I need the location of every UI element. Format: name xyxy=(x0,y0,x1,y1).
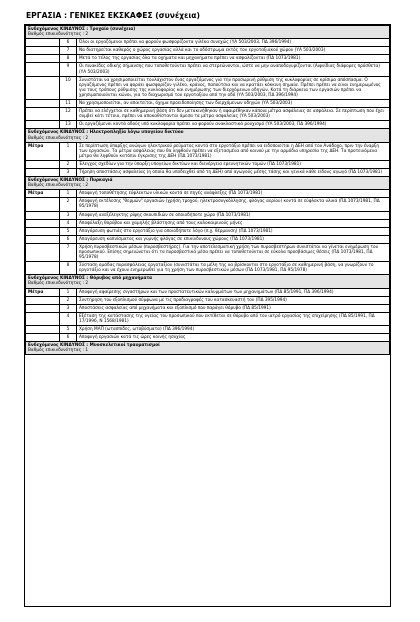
measure-text: Οι εργαζόμενοι κοντά οδούς υπό κυκλοφορία πρέπει να φορούν ανακλαστικά ρουχισμό (ΥΑ 503/2003, ΠΔ 396/1994) xyxy=(77,121,390,129)
measure-number: 3 xyxy=(60,168,77,176)
measure-text: Αποστάσεις ασφαλείας από μηχανήματα και εξοπλισμό που παράγει θόρυβο (ΠΔ 85/1991) xyxy=(77,304,390,312)
measure-text: Συντήρηση του εξοπλισμού σύμφωνα με τις προδιαγραφές του κατασκευαστή του (ΠΔ 395/1994) xyxy=(77,296,390,304)
measure-row xyxy=(26,160,390,168)
measures-label xyxy=(26,168,60,176)
measure-text: Να χρησιμοποιείται, αν απαιτείται, όχημα προειδοποίησης των διερχόμενων οδηγών (ΥΑ 503/2003) xyxy=(77,100,390,108)
measure-row xyxy=(26,304,390,312)
risk-table xyxy=(25,25,390,355)
measure-number: 4 xyxy=(60,219,77,227)
measure-row xyxy=(26,219,390,227)
hazard-header xyxy=(26,275,390,288)
measure-text: Αποφυγή εργασιών κατά τις ώρες κοινής ησυχίας xyxy=(77,334,390,342)
measure-text: Αποφυγή εκτέλεσης "θερμών" εργασιών (χρήση τροχού, ηλεκτροσυγκόλλησης, φλόγας αερίου) κοντά σε εύφλεκτα υλικά (ΠΔ 1073/1981, ΠΔ 95/1978) xyxy=(77,198,390,211)
measures-label xyxy=(26,227,60,235)
measure-number: 6 xyxy=(60,334,77,342)
hazard-cell xyxy=(26,275,390,288)
measures-label xyxy=(26,108,60,121)
risk-degree: Βαθμός επικινδυνότητας : 2 xyxy=(28,135,89,141)
measures-label xyxy=(26,55,60,63)
measure-row xyxy=(26,198,390,211)
measure-row xyxy=(26,55,390,63)
measure-text: Απαγόρευση καπνίσματος και γυμνής φλόγας σε επικίνδυνους χώρους (ΠΔ 1073/1981) xyxy=(77,235,390,243)
measure-row xyxy=(26,142,390,160)
document-title: ΕΡΓΑΣΙΑ : ΓΕΝΙΚΕΣ ΕΚΣΚΑΦΕΣ (συνέχεια) xyxy=(26,11,200,20)
measure-text: Εξέταση της κατάστασης της υγείας του προσωπικού που εκτίθεται σε θόρυβο από τον ιατρό εργασίας της επιχείρησης (ΠΔ 85/1991, ΠΔ 17/1996, Ν 1568/1981) xyxy=(77,312,390,325)
measure-number: 5 xyxy=(60,227,77,235)
measure-number: 1 xyxy=(60,288,77,296)
measure-row xyxy=(26,39,390,47)
measure-text: Πρέπει να ελέγχεται σε καθημερινή βάση ότι δεν μετακινήθηκαν ή αφαιρέθηκαν κάποια μέτρα ασφάλειας σε ασφάλεια. Σε περίπτωση που έχει συμβεί κάτι τέτοιο, πρέπει να αποκαθίστανται άμεσα τα μέτρα ασφαλείας (ΥΑ 503/2003) xyxy=(77,108,390,121)
measure-row xyxy=(26,100,390,108)
measure-text: Χρήση πυροσβεστικών μέσων (πυροσβεστήρες). Για την αποτελεσματική χρήση των πυροσβεστήρων συνιστάται να γίνεται ενημέρωση του προσωπικού. Επίσης σημειώνεται ότι τα πυροσβεστικά μέσα πρέπει να τοποθετούνται σε εύκολα προσβάσιμες θέσεις (ΠΔ 1073/1981, ΠΔ 95/1978) xyxy=(77,243,390,261)
measure-row xyxy=(26,47,390,55)
risk-degree: Βαθμός επικινδυνότητας : 2 xyxy=(28,281,89,287)
measures-label xyxy=(26,63,60,76)
measure-number: 10 xyxy=(60,76,77,99)
measure-number: 4 xyxy=(60,312,77,325)
measure-row xyxy=(26,243,390,261)
measure-text: Αποφυγή τοποθέτησης εύφλεκτων υλικών κοντά σε πηγές ανάφλεξης (ΠΔ 1073/1981) xyxy=(77,190,390,198)
measures-label xyxy=(26,262,60,275)
hazard-cell xyxy=(26,177,390,190)
measure-text: Σύσταση ομάδας πυρασφάλειας εργοταξίου (συνιστάται τα μέλη της να βρίσκονται στο εργοτάξιο σε καθημερινή βάση, να γνωρίζουν το εργοτάξιο και να έχουν ενημερωθεί για τη χρήση των πυροσβεστικών μέσων (ΠΔ 1073/1981, ΠΔ 95/1978) xyxy=(77,262,390,275)
measure-text: Αποφυγή ανεξέλεγκτης ρίψης σκουπιδιών σε οποιοδήποτε χώρο (ΠΔ 1073/1981) xyxy=(77,211,390,219)
measures-label xyxy=(26,100,60,108)
measure-number: 2 xyxy=(60,296,77,304)
measure-number: 7 xyxy=(60,47,77,55)
measure-text: Απαγόρευση φωτιάς στο εργοτάξιο για οποιοδήποτε λόγο (π.χ. θέρμανση) (ΠΔ 1073/1981) xyxy=(77,227,390,235)
measure-row xyxy=(26,326,390,334)
measures-label xyxy=(26,160,60,168)
measure-number: 13 xyxy=(60,121,77,129)
measures-label xyxy=(26,219,60,227)
measures-label xyxy=(26,47,60,55)
measure-row xyxy=(26,227,390,235)
measure-row xyxy=(26,334,390,342)
measure-text: Να διατηρείται καθαρός ο χώρος εργασίας αλλά και το οδόστρωμα εκτός του εργοταξιακού χώρου (ΥΑ 503/2003) xyxy=(77,47,390,55)
measure-number: 6 xyxy=(60,39,77,47)
measure-row xyxy=(26,190,390,198)
measures-label xyxy=(26,296,60,304)
measure-row xyxy=(26,262,390,275)
measure-row xyxy=(26,168,390,176)
risk-degree: Βαθμός επικινδυνότητας : 1 xyxy=(28,348,89,354)
measure-number: 11 xyxy=(60,100,77,108)
measures-label: Μέτρα xyxy=(26,288,60,296)
measures-label xyxy=(26,304,60,312)
measure-row xyxy=(26,63,390,76)
measure-row xyxy=(26,211,390,219)
measures-label xyxy=(26,243,60,261)
measure-row xyxy=(26,288,390,296)
measure-text: Χρήση ΜΑΠ (ωτασπίδες, ωτοβύσματα) (ΠΔ 396/1994) xyxy=(77,326,390,334)
measure-text: Συνιστάται να χρησιμοποιείται τουλάχιστον ένας εργαζόμενος για την προσωρινή ρύθμιση της κυκλοφορίας σε κρίσιμα απόσπασμα. Ο εργαζόμενος πρέπει να φοράει φωσφορίζον γιλέκο, κράνος, παπούτσια και να κρατάει κόκκινη σημαία. Πρέπει πρέπει να είναι ενημερωμένος για τους τρόπους ρύθμισης της κυκλοφορίας και ενημέρωσης των διερχόμενων οδηγών. Κατά τη διάρκεια των εργασιών πρέπει να χρησιμοποιούνται κώνοι, για το διαχωρισμό του εργοταξίου από την οδό (ΥΑ 503/2003, ΠΔ 396/1994) xyxy=(77,76,390,99)
risk-degree: Βαθμός επικινδυνότητας : 2 xyxy=(28,32,89,38)
measure-row xyxy=(26,235,390,243)
measures-label xyxy=(26,235,60,243)
measure-number: 3 xyxy=(60,304,77,312)
document-frame xyxy=(24,24,391,607)
measures-label: Μέτρα xyxy=(26,190,60,198)
measures-label xyxy=(26,326,60,334)
measures-label xyxy=(26,334,60,342)
measures-label xyxy=(26,211,60,219)
risk-degree: Βαθμός επικινδυνότητας : 2 xyxy=(28,183,89,189)
measures-label xyxy=(26,76,60,99)
measure-row xyxy=(26,108,390,121)
hazard-cell xyxy=(26,129,390,142)
measure-number: 12 xyxy=(60,108,77,121)
measure-text: Τήρηση αποστάσεις ασφαλείας (η οποία θα υποδειχθεί από τη ΔΕΗ) από αγωγούς μέσης τάσης και γενικά κάθε είδους αγωγό (ΠΔ 1073/1981) xyxy=(77,168,390,176)
hazard-title: Ενδεχόμενος ΚΙΝΔΥΝΟΣ : Θόρυβος από μηχανήματα xyxy=(28,276,153,282)
measure-number: 2 xyxy=(60,160,77,168)
hazard-header xyxy=(26,177,390,190)
measure-text: Αποφύλαξη θορύβου και χαμηλής βλάστησης από τους καλοκαιρινούς μήνες xyxy=(77,219,390,227)
hazard-header xyxy=(26,26,390,39)
measure-text: Όλοι οι εργαζόμενοι πρέπει να φορούν φωσφορίζοντα γιλέκα συνεχώς (ΥΑ 503/2003, ΠΔ 396/1994) xyxy=(77,39,390,47)
measures-label: Μέτρα xyxy=(26,142,60,160)
measure-row xyxy=(26,76,390,99)
hazard-cell xyxy=(26,26,390,39)
measure-text: Μετά το τέλος της εργασίας όλα τα οχήματα και μηχανήματα πρέπει να ασφαλίζονται (ΠΔ 1073/1981) xyxy=(77,55,390,63)
measure-text: Αποφυγή αφαίρεσης σιγαστήρων και των προστατευτικών καλυμμάτων των μηχανημάτων (ΠΔ 85/1991, ΠΔ 396/1994) xyxy=(77,288,390,296)
measure-number: 8 xyxy=(60,262,77,275)
hazard-title: Ενδεχόμενος ΚΙΝΔΥΝΟΣ : Μυοσκελετικοί τραυματισμοί xyxy=(28,343,160,349)
measure-row xyxy=(26,296,390,304)
measure-text: Έλεγχος σχεδίων για την ύπαρξη υπογείων δικτύων και διενέργεια ερευνητικών τομών (ΠΔ 1073/1981) xyxy=(77,160,390,168)
measure-number: 6 xyxy=(60,235,77,243)
measure-number: 3 xyxy=(60,211,77,219)
measure-number: 8 xyxy=(60,55,77,63)
measure-number: 7 xyxy=(60,243,77,261)
hazard-title: Ενδεχόμενος ΚΙΝΔΥΝΟΣ : Ηλεκτροπληξία λόγω υπογείου δικτύου xyxy=(28,130,184,136)
measures-label xyxy=(26,198,60,211)
hazard-cell xyxy=(26,342,390,355)
hazard-header xyxy=(26,342,390,355)
measure-text: Οι πινακίδες οδικής σήμανσης που τοποθετούνται πρέπει να στερεώνονται, ώστε να μην αναποδογυρίζονται (Αιφνίδιας διάφορες πρόσθετα) (ΥΑ 503/2003) xyxy=(77,63,390,76)
measures-label xyxy=(26,312,60,325)
measure-row xyxy=(26,312,390,325)
measure-text: Σε περίπτωση ύπαρξης ανώγων ηλεκτρικού ρεύματος κοντά στο εργοτάξιο πρέπει να ειδοποιείται η ΔΕΗ από τον Ανάδοχο, πριν την έναρξη των εργασιών. Τα μέτρα ασφάλειας που θα ληφθούν πρέπει να εξετασμένα από κοινού με την αρμόδια υπηρεσία της ΔΕΗ. Τα προτεινόμενα μέτρα θα ληφθούν κατόπιν έγκρισης της ΔΕΗ (ΠΔ 1073/1981) xyxy=(77,142,390,160)
measure-number: 2 xyxy=(60,198,77,211)
measures-label xyxy=(26,39,60,47)
measure-number: 1 xyxy=(60,142,77,160)
hazard-title: Ενδεχόμενος ΚΙΝΔΥΝΟΣ : Τροχαίο (συνέχεια) xyxy=(28,27,136,32)
hazard-title: Ενδεχόμενος ΚΙΝΔΥΝΟΣ : Πυρκαγιά xyxy=(28,178,113,184)
measure-number: 9 xyxy=(60,63,77,76)
measure-number: 5 xyxy=(60,326,77,334)
measure-number: 1 xyxy=(60,190,77,198)
hazard-header xyxy=(26,129,390,142)
measures-label xyxy=(26,121,60,129)
measure-row xyxy=(26,121,390,129)
